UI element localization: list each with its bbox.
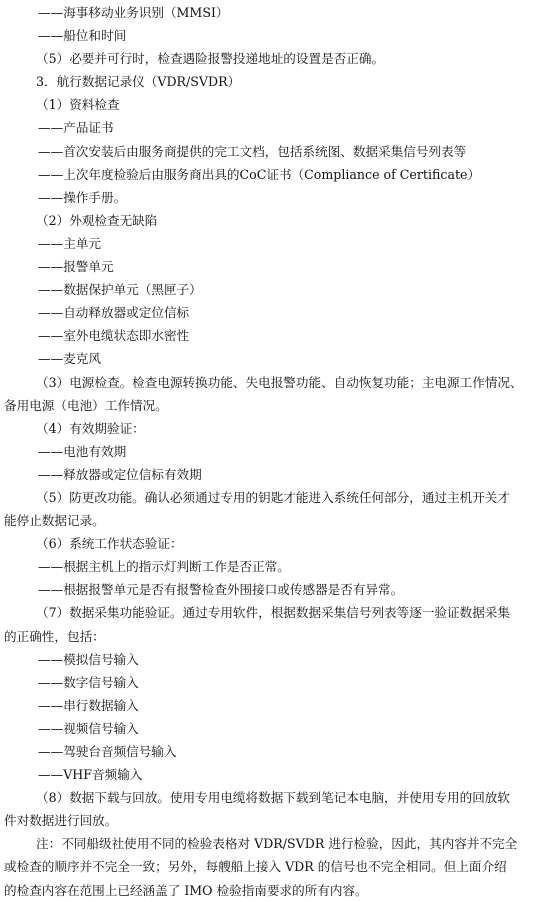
section-heading-vdr: 3．航行数据记录仪（VDR/SVDR） [36, 74, 241, 90]
text-line-35: （8）数据下载与回放。使用专用电缆将数据下载到笔记本电脑，并使用专用的回放软 [36, 790, 510, 806]
note-line-2: 或检查的顺序并不完全一致；另外，每艘船上接入 VDR 的信号也不完全相同。但上面介绍 [4, 859, 507, 875]
text-line-27: （7）数据采集功能验证。通过专用软件，根据数据采集信号列表等逐一验证数据采集 [36, 605, 510, 621]
text-line-8: ——上次年度检验后由服务商出具的CoC证书（Compliance of Certificate） [38, 166, 481, 182]
text-line-14: ——自动释放器或定位信标 [38, 305, 190, 321]
text-line-28: 的正确性，包括： [4, 628, 105, 644]
text-line-31: ——串行数据输入 [38, 697, 139, 713]
text-line-34: ——VHF音频输入 [38, 767, 143, 783]
text-line-9: ——操作手册。 [38, 189, 127, 205]
text-line-36: 件对数据进行回放。 [4, 813, 118, 829]
text-line-32: ——视频信号输入 [38, 720, 139, 736]
text-line-30: ——数字信号输入 [38, 674, 139, 690]
text-line-22: （5）防更改功能。确认必须通过专用的钥匙才能进入系统任何部分，通过主机开关才 [36, 489, 510, 505]
text-line-7: ——首次安装后由服务商提供的完工文档，包括系统图、数据采集信号列表等 [38, 143, 467, 159]
text-line-21: ——释放器或定位信标有效期 [38, 466, 202, 482]
text-line-1: ——海事移动业务识别（MMSI） [38, 5, 229, 20]
text-line-16: ——麦克风 [38, 351, 101, 367]
text-line-25: ——根据主机上的指示灯判断工作是否正常。 [38, 559, 290, 575]
note-line-3: 的检查内容在范围上已经涵盖了 IMO 检验指南要求的所有内容。 [4, 882, 368, 898]
text-line-11: ——主单元 [38, 235, 101, 251]
text-line-3: （5）必要并可行时，检查遇险报警投递地址的设置是否正确。 [36, 51, 385, 67]
text-line-26: ——根据报警单元是否有报警检查外围接口或传感器是否有异常。 [38, 582, 404, 598]
text-line-10: （2）外观检查无缺陷 [36, 212, 158, 228]
text-line-6: ——产品证书 [38, 120, 114, 136]
text-line-17: （3）电源检查。检查电源转换功能、失电报警功能、自动恢复功能；主电源工作情况、 [36, 374, 523, 390]
text-line-19: （4）有效期验证： [36, 420, 145, 436]
text-line-29: ——模拟信号输入 [38, 651, 139, 667]
text-line-15: ——室外电缆状态即水密性 [38, 328, 190, 344]
text-line-12: ——报警单元 [38, 259, 114, 275]
note-line-1: 注：不同船级社使用不同的检验表格对 VDR/SVDR 进行检验，因此，其内容并不完全 [36, 836, 518, 852]
text-line-20: ——电池有效期 [38, 443, 127, 459]
text-line-13: ——数据保护单元（黑匣子） [38, 282, 202, 298]
text-line-24: （6）系统工作状态验证： [36, 536, 183, 552]
text-line-2: ——船位和时间 [38, 28, 127, 44]
text-line-33: ——驾驶台音频信号输入 [38, 744, 177, 759]
text-line-23: 能停止数据记录。 [4, 513, 105, 529]
text-line-18: 备用电源（电池）工作情况。 [4, 397, 168, 413]
text-line-5: （1）资料检查 [36, 97, 120, 113]
